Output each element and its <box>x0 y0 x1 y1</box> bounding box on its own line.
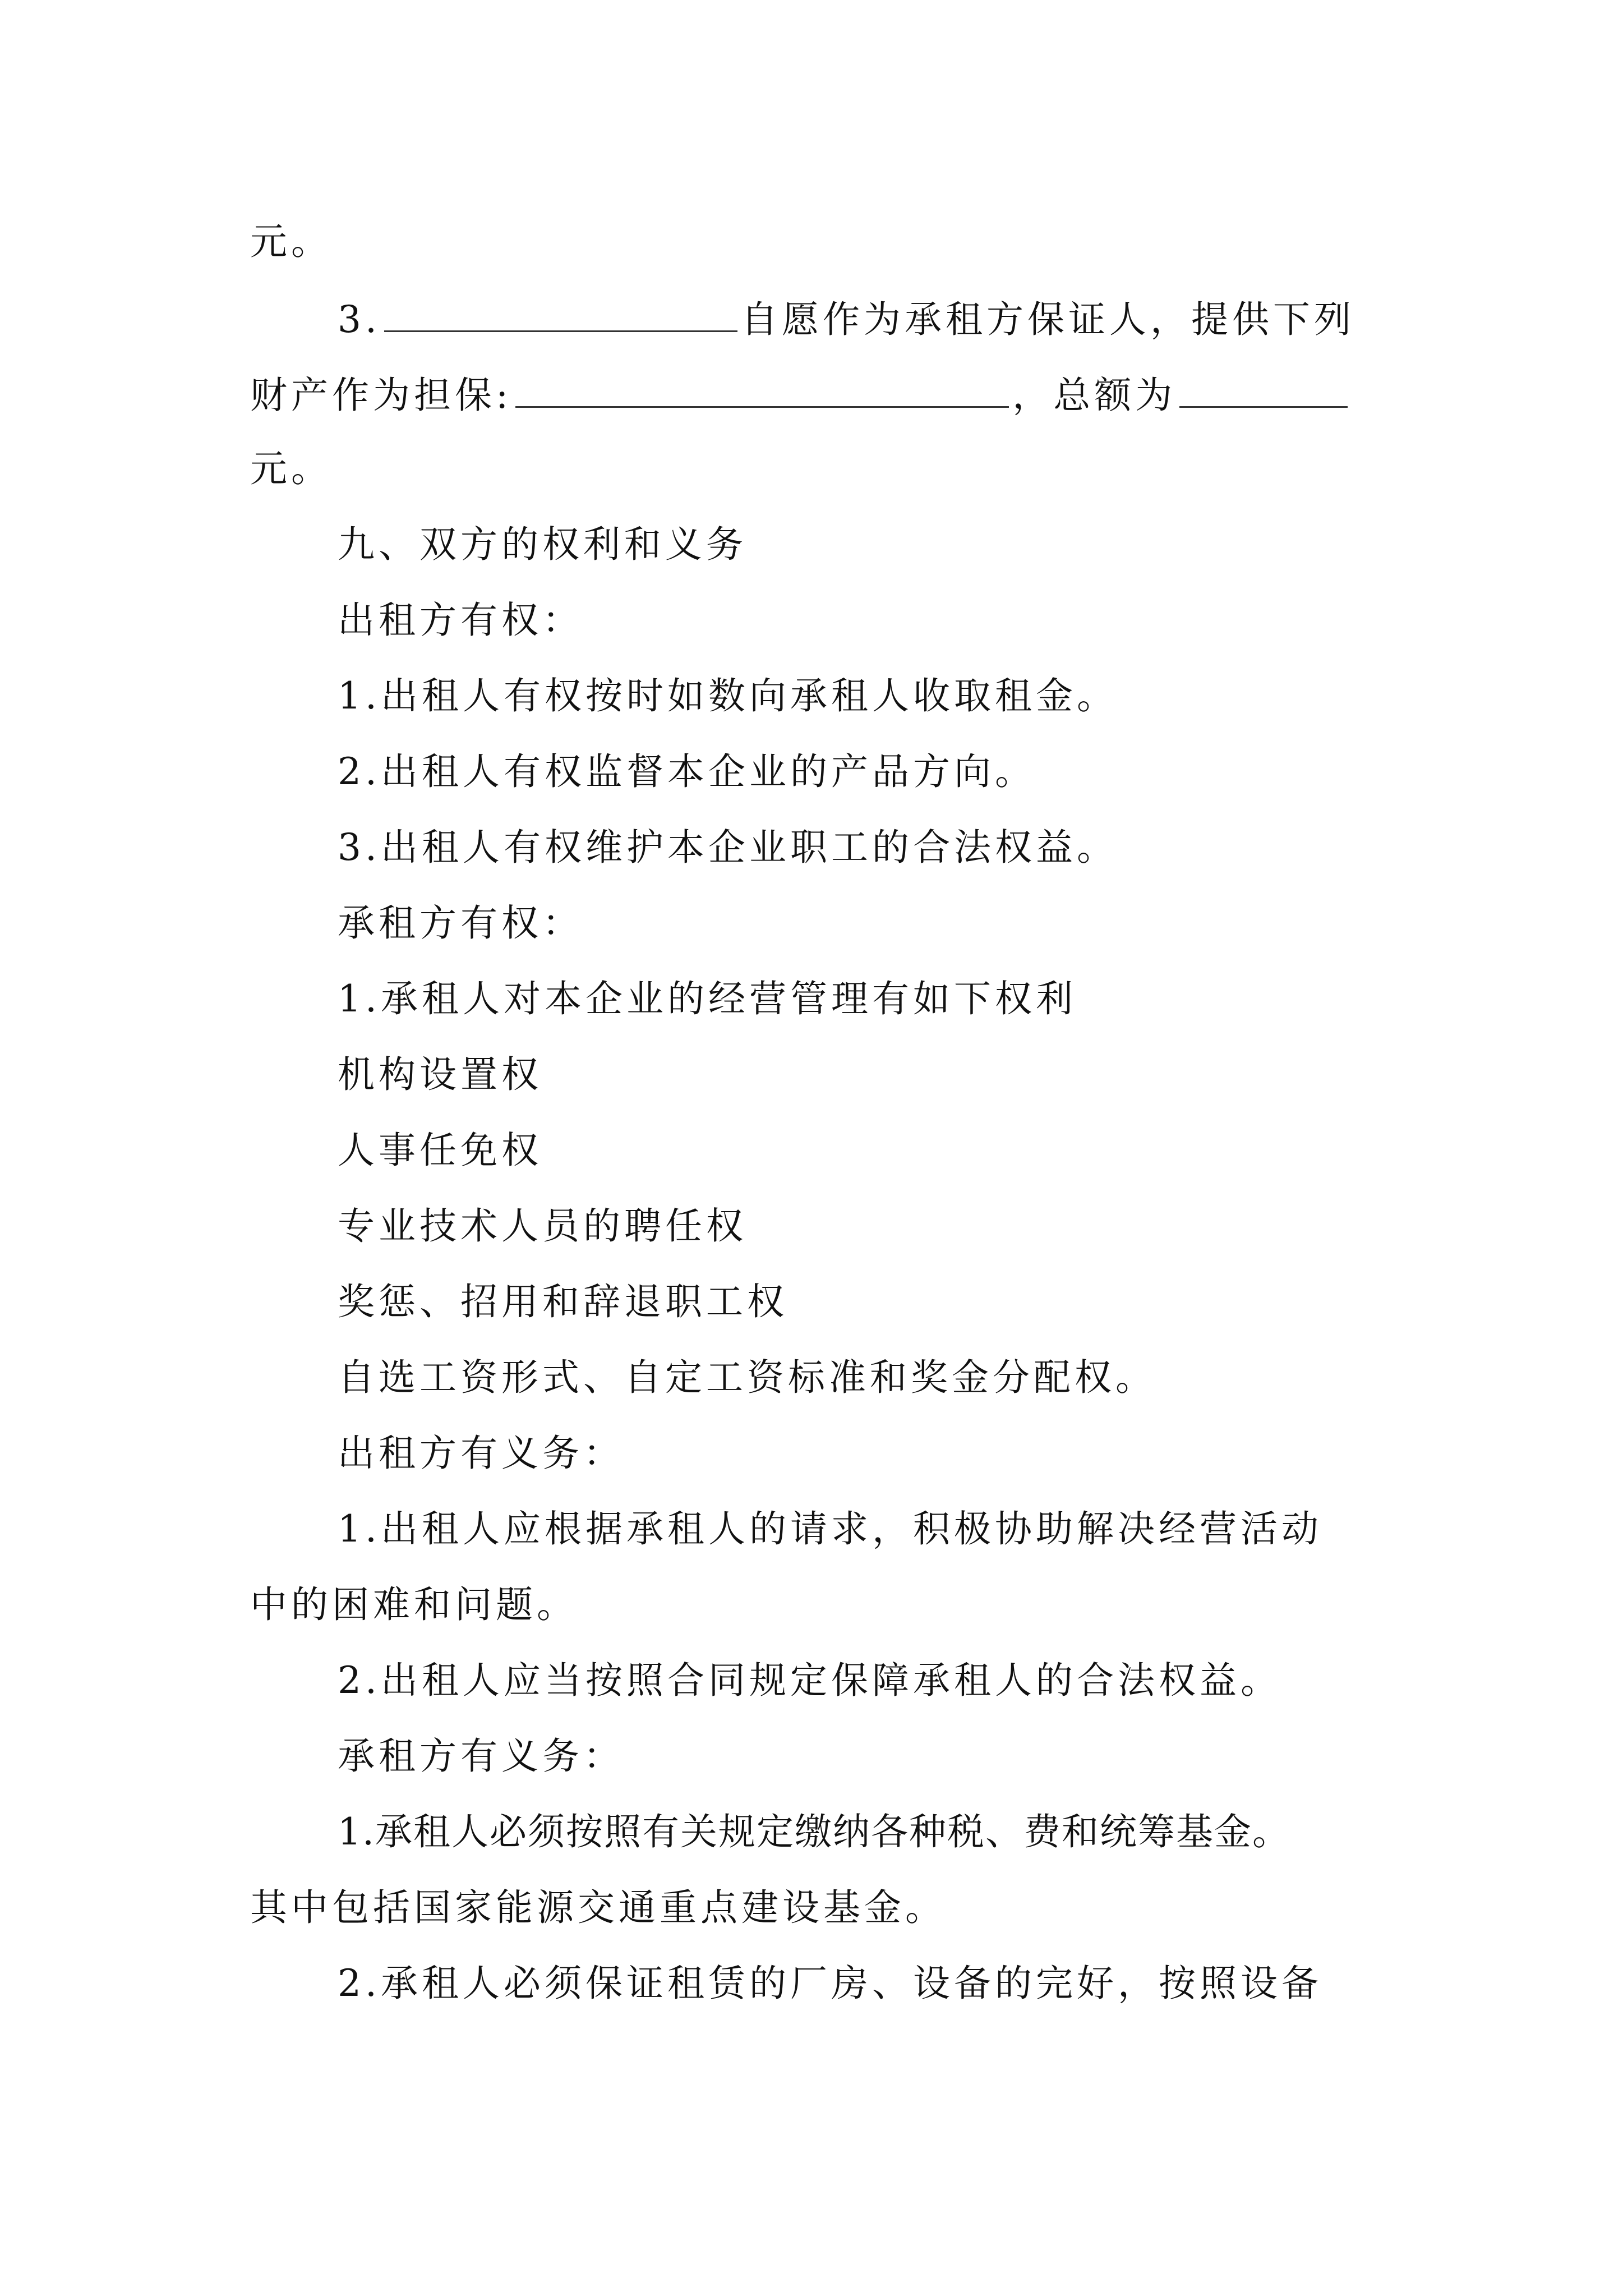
text-line: 中的困难和问题。 <box>250 1583 578 1626</box>
list-item: 1.承租人对本企业的经营管理有如下权利 <box>338 977 1077 1020</box>
list-item: 机构设置权 <box>338 1053 542 1096</box>
list-item: 2.出租人应当按照合同规定保障承租人的合法权益。 <box>338 1659 1281 1702</box>
collateral-label: 财产作为担保: <box>250 374 513 417</box>
subheading: 承租方有权： <box>338 901 583 945</box>
text-line: 其中包括国家能源交通重点建设基金。 <box>250 1886 946 1929</box>
guarantor-text: 自愿作为承租方保证人，提供下列 <box>740 298 1355 341</box>
list-item: 2.出租人有权监督本企业的产品方向。 <box>338 750 1036 793</box>
guarantor-name-blank <box>384 299 737 332</box>
collateral-property-blank <box>515 375 1009 408</box>
guarantor-line <box>338 298 1355 341</box>
subheading: 承租方有义务： <box>338 1734 624 1778</box>
total-label: ，总额为 <box>1012 374 1177 417</box>
total-amount-blank <box>1179 375 1348 408</box>
text-line: 元。 <box>250 220 332 263</box>
list-item: 奖惩、招用和辞退职工权 <box>338 1280 788 1323</box>
list-item: 自选工资形式、自定工资标准和奖金分配权。 <box>338 1356 1156 1399</box>
list-item: 1.承租人必须按照有关规定缴纳各种税、费和统筹基金。 <box>338 1810 1290 1853</box>
section-heading: 九、双方的权利和义务 <box>338 523 747 566</box>
list-item: 2.承租人必须保证租赁的厂房、设备的完好，按照设备 <box>338 1962 1322 2005</box>
list-item: 3.出租人有权维护本企业职工的合法权益。 <box>338 826 1118 869</box>
item-number: 3. <box>338 298 381 341</box>
list-item: 专业技术人员的聘任权 <box>338 1204 747 1248</box>
list-item: 人事任免权 <box>338 1129 542 1172</box>
list-item: 1.出租人有权按时如数向承租人收取租金。 <box>338 674 1118 717</box>
subheading: 出租方有权： <box>338 599 583 642</box>
list-item: 1.出租人应根据承租人的请求，积极协助解决经营活动 <box>338 1507 1322 1550</box>
text-line: 元。 <box>250 447 332 490</box>
collateral-line <box>250 374 1351 417</box>
subheading: 出租方有义务： <box>338 1432 624 1475</box>
